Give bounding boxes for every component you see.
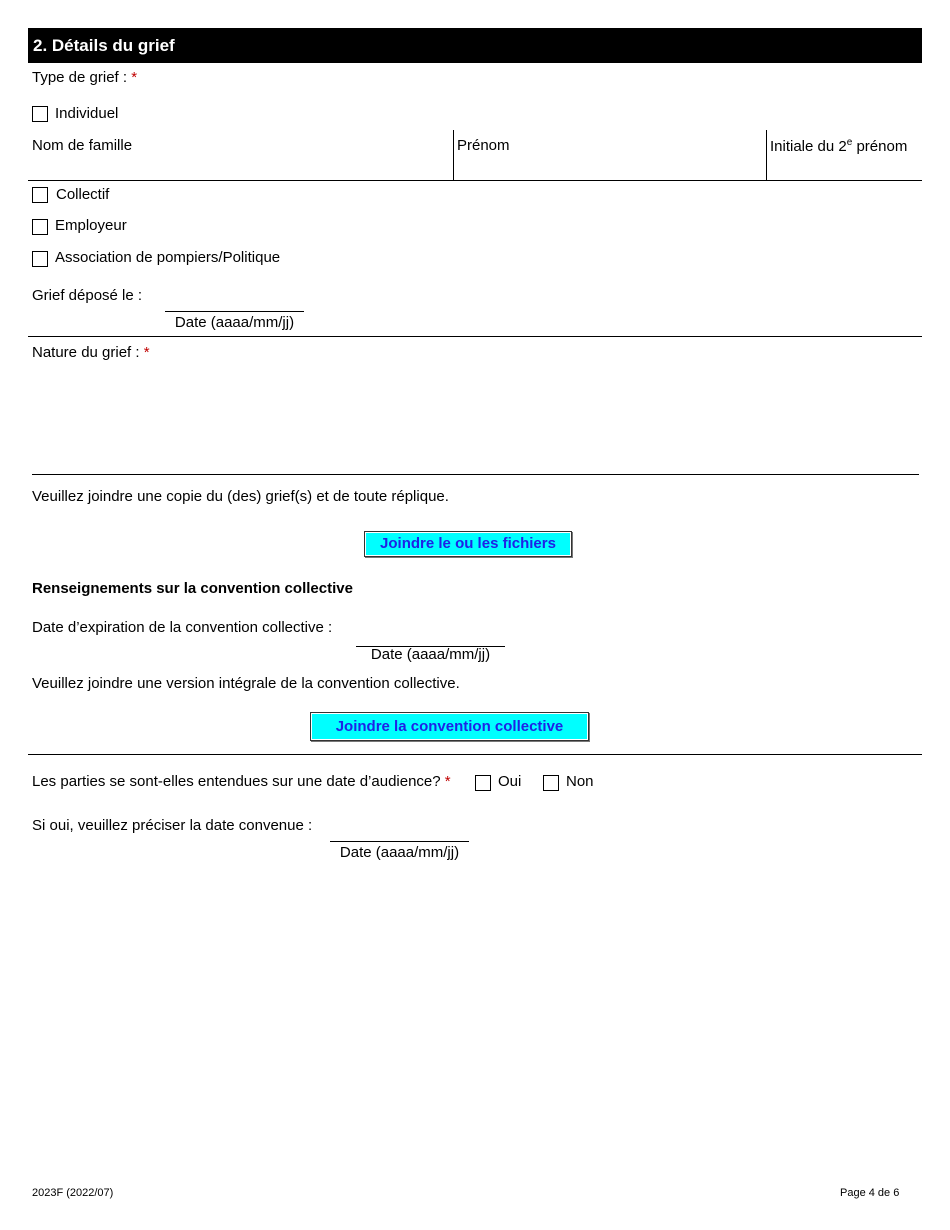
form-number: 2023F (2022/07) [32,1187,114,1199]
expiry-date-format: Date (aaaa/mm/jj) [370,646,491,663]
hearing-no-checkbox[interactable] [543,775,559,791]
collective-checkbox[interactable] [32,187,48,203]
hearing-question: Les parties se sont-elles entendues sur une date d’audience? * [32,773,451,790]
hearing-date-label: Si oui, veuillez préciser la date convenue : [32,817,313,834]
attach-agreement-button[interactable]: Joindre la convention collective [310,712,589,741]
filed-date-format: Date (aaaa/mm/jj) [174,314,295,331]
required-mark: * [143,344,150,361]
required-mark: * [131,69,138,86]
nature-textarea[interactable] [32,366,918,472]
name-table-bottom-line [28,180,922,181]
last-name-label: Nom de famille [32,137,133,154]
grievance-type-label: Type de grief : * [32,69,138,86]
section-header [28,28,922,63]
middle-initial-label: Initiale du 2e prénom [770,137,908,155]
expiry-date-label: Date d’expiration de la convention collective : [32,619,333,636]
hearing-date-format: Date (aaaa/mm/jj) [339,844,460,861]
attach-files-button[interactable]: Joindre le ou les fichiers [364,531,572,557]
last-name-field[interactable] [28,156,452,178]
collective-label: Collectif [56,186,110,203]
hearing-date-underline [330,841,469,842]
expiry-date-input[interactable] [356,624,505,644]
agreement-instruction: Veuillez joindre une version intégrale de la convention collective. [32,675,460,692]
hearing-yes-checkbox[interactable] [475,775,491,791]
individual-label: Individuel [55,105,119,122]
employer-checkbox[interactable] [32,219,48,235]
employer-label: Employeur [55,217,127,234]
first-name-label: Prénom [457,137,510,154]
nature-underline [32,474,919,475]
association-label: Association de pompiers/Politique [55,249,281,266]
individual-checkbox[interactable] [32,106,48,122]
section-divider [28,336,922,337]
hearing-yes-label: Oui [498,773,522,790]
section-title: 2. Détails du grief [33,36,175,55]
filed-date-underline [165,311,304,312]
first-name-field[interactable] [454,156,765,178]
agreement-heading: Renseignements sur la convention collective [32,580,353,597]
middle-initial-field[interactable] [767,156,922,178]
attach-grievance-instruction: Veuillez joindre une copie du (des) grief(s) et de toute réplique. [32,488,449,505]
section-divider [28,754,922,755]
nature-label: Nature du grief : * [32,344,150,361]
hearing-date-input[interactable] [330,820,469,840]
hearing-no-label: Non [566,773,594,790]
page-number: Page 4 de 6 [840,1187,900,1199]
association-checkbox[interactable] [32,251,48,267]
required-mark: * [444,773,451,790]
filed-date-input[interactable] [165,290,304,310]
filed-date-label: Grief déposé le : [32,287,143,304]
